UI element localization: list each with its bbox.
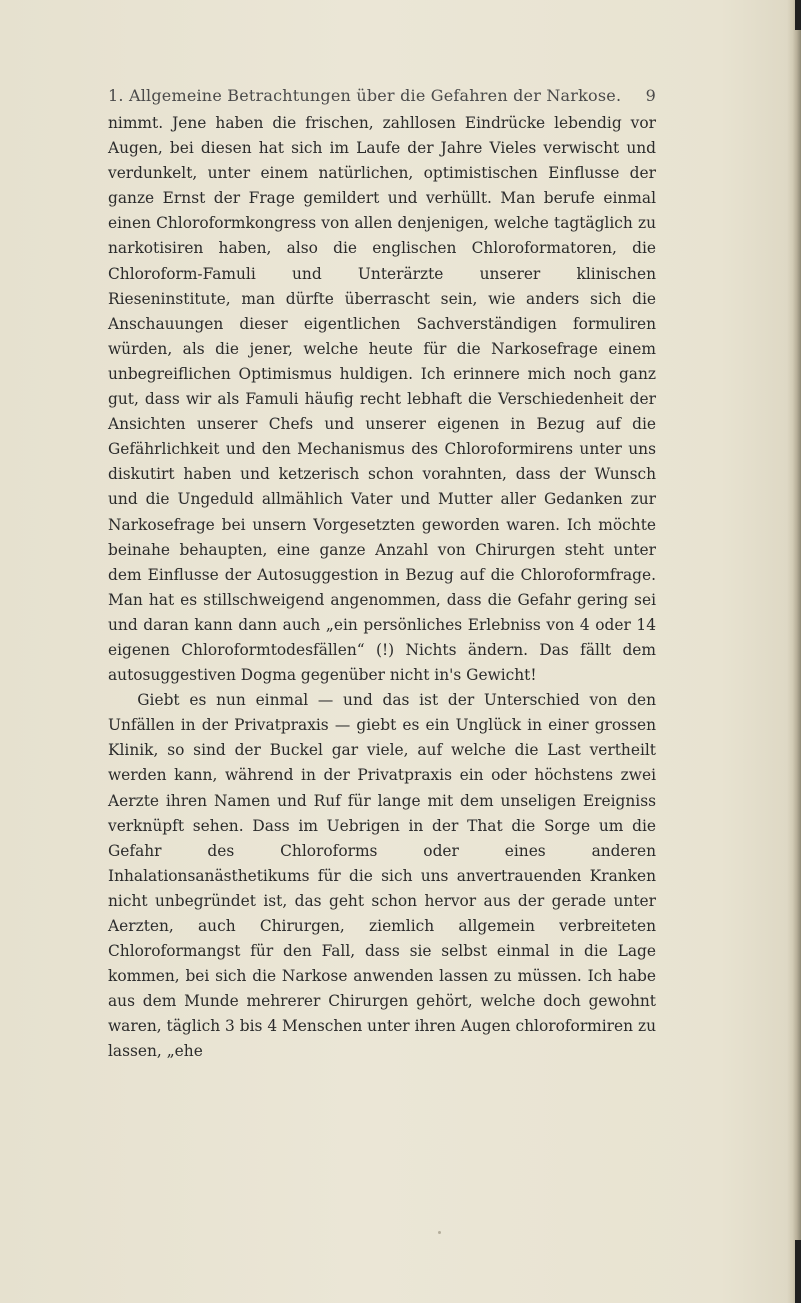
body-text	[108, 111, 656, 1065]
page-edge-mark-bottom	[795, 1240, 801, 1303]
page-edge-mark-top	[795, 0, 801, 30]
paper-speck	[438, 1231, 441, 1234]
paragraph-1: nimmt. Jene haben die frischen, zahllosen Eindrücke lebendig vor Augen, bei diesen hat sich im Laufe der Jahre Vieles verwischt und verdunkelt, unter einem natürlichen, optimistischen Einflusse der ganze Ernst der Frage gemildert und verhüllt. Man berufe einmal einen Chloroformkongress von allen denjenigen, welche tagtäglich zu narkotisiren haben, also die englischen Chloroformatoren, die Chloroform-Famuli und Unterärzte unserer klinischen Rieseninstitute, man dürfte überrascht sein, wie anders sich die Anschauungen dieser eigentlichen Sachverständigen formuliren würden, als die jener, welche heute für die Narkosefrage einem unbegreiflichen Optimismus huldigen. Ich erinnere mich noch ganz gut, dass wir als Famuli häufig recht lebhaft die Verschiedenheit der Ansichten unserer Chefs und unserer eigenen in Bezug auf die Gefährlichkeit und den Mechanismus des Chloroformirens unter uns diskutirt haben und ketzerisch schon vorahnten, dass der Wunsch und die Ungeduld allmählich Vater und Mutter aller Gedanken zur Narkosefrage bei unsern Vorgesetzten geworden waren. Ich möchte beinahe behaupten, eine ganze Anzahl von Chirurgen steht unter dem Einflusse der Autosuggestion in Bezug auf die Chloroformfrage. Man hat es stillschweigend angenommen, dass die Gefahr gering sei und daran kann dann auch „ein persönliches Erlebniss von 4 oder 14 eigenen Chloroformtodesfällen“ (!) Nichts ändern. Das fällt dem autosuggestiven Dogma gegenüber nicht in's Gewicht!	[108, 114, 656, 685]
paragraph-2: Giebt es nun einmal — und das ist der Unterschied von den Unfällen in der Privatpraxis — giebt es ein Unglück in einer grossen Klinik, so sind der Buckel gar viele, auf welche die Last vertheilt werden kann, während in der Privatpraxis ein oder höchstens zwei Aerzte ihren Namen und Ruf für lange mit dem unseligen Ereigniss verknüpft sehen. Dass im Uebrigen in der That die Sorge um die Gefahr des Chloroforms oder eines anderen Inhalationsanästhetikums für die sich uns anvertrauenden Kranken nicht unbegründet ist, das geht schon hervor aus der gerade unter Aerzten, auch Chirurgen, ziemlich allgemein verbreiteten Chloroformangst für den Fall, dass sie selbst einmal in die Lage kommen, bei sich die Narkose anwenden lassen zu müssen. Ich habe aus dem Munde mehrerer Chirurgen gehört, welche doch gewohnt waren, täglich 3 bis 4 Menschen unter ihren Augen chloroformiren zu lassen, „ehe	[108, 691, 656, 1061]
page-edge-shadow	[787, 0, 801, 1303]
header-title: 1. Allgemeine Betrachtungen über die Gefahren der Narkose.	[108, 86, 622, 105]
page-number: 9	[645, 86, 656, 105]
